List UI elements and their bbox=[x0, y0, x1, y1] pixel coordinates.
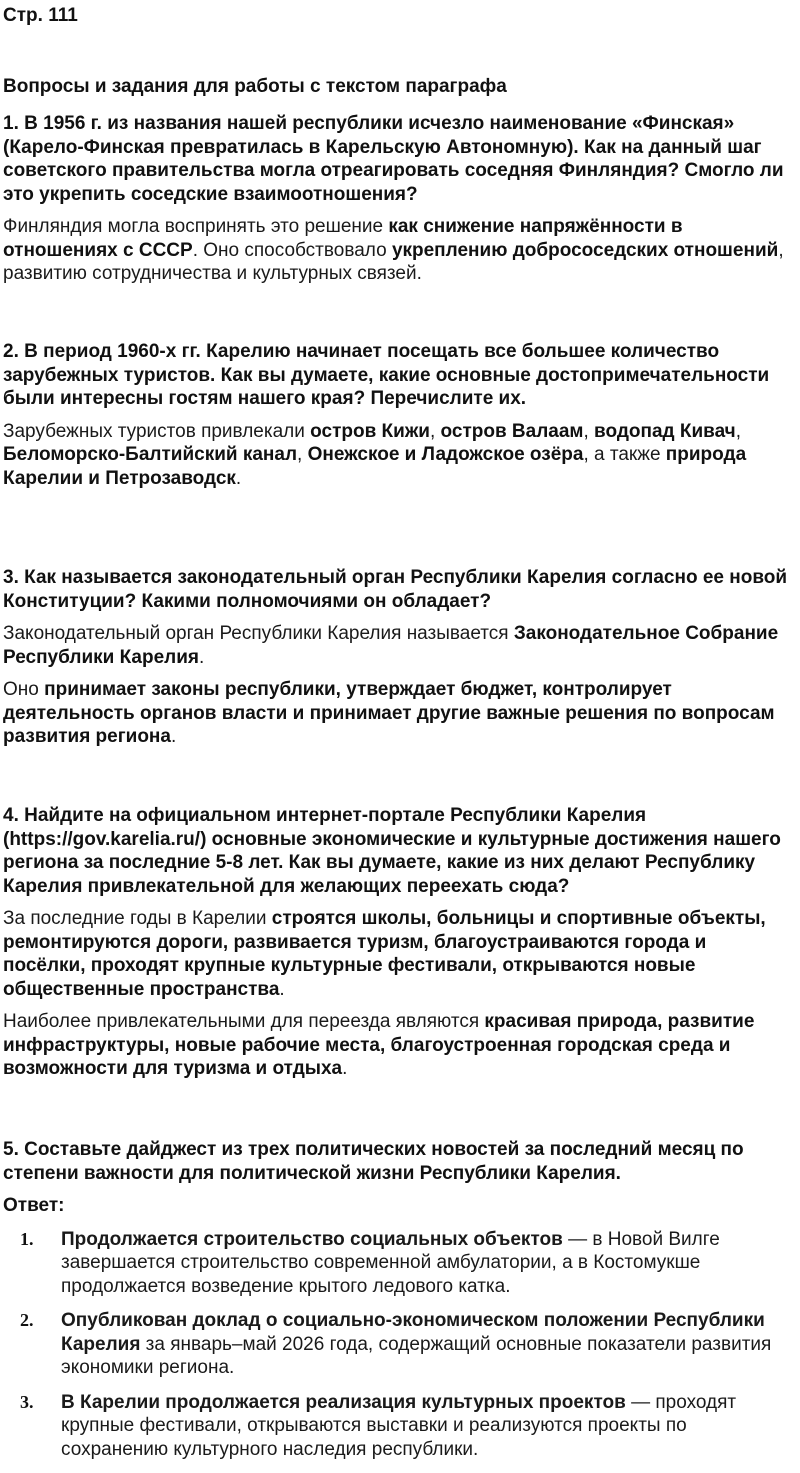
digest-item-number: 2. bbox=[20, 1310, 34, 1330]
question-block-5 bbox=[3, 1138, 794, 1472]
digest-item-text: Продолжается строительство социальных объектов — в Новой Вилге завершается строительство современной амбулатории, а в Костомукше продолжается возведение крытого ледового катка. bbox=[61, 1228, 720, 1297]
question-4: 4. Найдите на официальном интернет-портале Республики Карелия (https://gov.karelia.ru/) основные экономические и культурные достижения нашего региона за последние 5-8 лет. Как вы думаете, какие из них делают Республику Карелия привлекательной для желающих переехать сюда? bbox=[3, 805, 781, 897]
answer-4a: За последние годы в Карелии строятся школы, больницы и спортивные объекты, ремонтируются дороги, развивается туризм, благоустраиваются города и посёлки, проходят крупные культурные фестивали, открываются новые общественные пространства. bbox=[3, 908, 766, 1000]
answer-label: Ответ: bbox=[3, 1195, 65, 1216]
page-number: Стр. 111 bbox=[3, 5, 78, 26]
digest-item-3 bbox=[3, 1391, 794, 1462]
section-title: Вопросы и задания для работы с текстом параграфа bbox=[3, 76, 507, 97]
digest-item-text: Опубликован доклад о социально-экономическом положении Республики Карелия за январь–май 2026 года, содержащий основные показатели развития экономики региона. bbox=[61, 1310, 772, 1378]
digest-item-number: 1. bbox=[20, 1228, 34, 1249]
question-block-1 bbox=[3, 112, 794, 286]
digest-list bbox=[3, 1228, 794, 1462]
question-1: 1. В 1956 г. из названия нашей республики исчезло наименование «Финская» (Карело-Финская превратилась в Карельскую Автономную). Как на данный шаг советского правительства могла отреагировать соседняя Финляндия? Смогло ли это укрепить соседские взаимоотношения? bbox=[3, 113, 784, 205]
answer-2: Зарубежных туристов привлекали остров Кижи, остров Валаам, водопад Кивач, Беломорско-Балтийский канал, Онежское и Ладожское озёра, а также природа Карелии и Петрозаводск. bbox=[3, 420, 747, 489]
question-block-4 bbox=[3, 804, 794, 1081]
question-block-2 bbox=[3, 340, 794, 490]
digest-item-2 bbox=[3, 1309, 794, 1380]
answer-1: Финляндия могла воспринять это решение как снижение напряжённости в отношениях с СССР. Оно способствовало укреплению добрососедских отношений, развитию сотрудничества и культурных связей. bbox=[3, 216, 784, 284]
digest-item-text: В Карелии продолжается реализация культурных проектов — проходят крупные фестивали, открываются выставки и реализуются проекты по сохранению культурного наследия республики. bbox=[61, 1391, 737, 1460]
digest-item-1 bbox=[3, 1228, 794, 1299]
answer-4b: Наиболее привлекательными для переезда являются красивая природа, развитие инфраструктуры, новые рабочие места, благоустроенная городская среда и возможности для туризма и отдыха. bbox=[3, 1011, 755, 1079]
answer-3a: Законодательный орган Республики Карелия называется Законодательное Собрание Республики Карелия. bbox=[3, 623, 779, 668]
question-block-3 bbox=[3, 566, 794, 749]
question-3: 3. Как называется законодательный орган Республики Карелия согласно ее новой Конституции? Какими полномочиями он обладает? bbox=[3, 567, 788, 612]
answer-3b: Оно принимает законы республики, утверждает бюджет, контролирует деятельность органов власти и принимает другие важные решения по вопросам развития региона. bbox=[3, 679, 775, 747]
digest-item-number: 3. bbox=[20, 1391, 34, 1412]
question-5: 5. Составьте дайджест из трех политических новостей за последний месяц по степени важности для политической жизни Республики Карелия. bbox=[3, 1139, 744, 1184]
question-2: 2. В период 1960-х гг. Карелию начинает посещать все большее количество зарубежных туристов. Как вы думаете, какие основные достопримечательности были интересны гостям нашего края? Перечислите их. bbox=[3, 341, 770, 409]
